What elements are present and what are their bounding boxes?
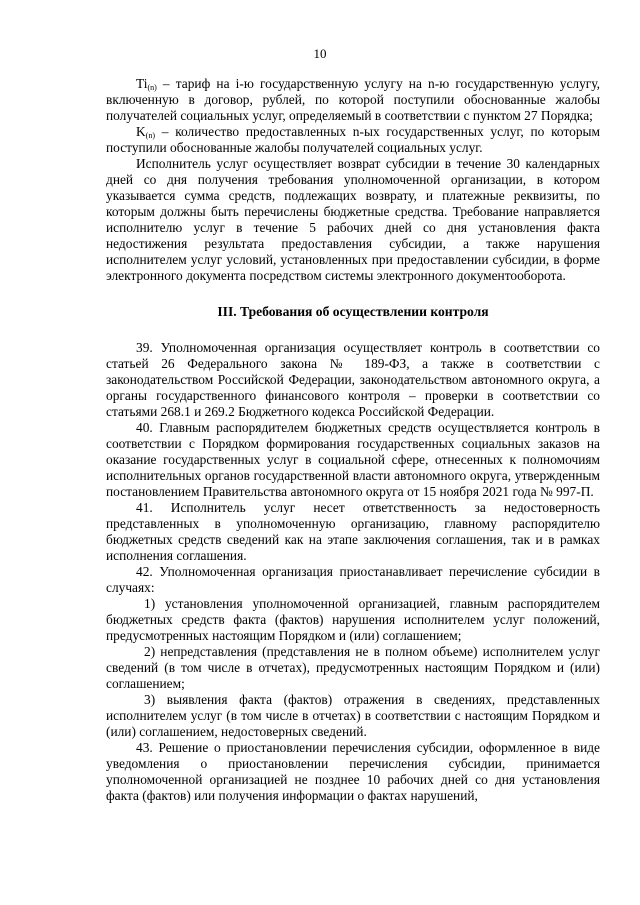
document-body [106,76,600,804]
paragraph-43: 43. Решение о приостановлении перечисления субсидии, оформленное в виде уведомления о приостановлении перечисления субсидии, принимается уполномоченной организацией не позднее 10 рабочих дней со дня установления факта (фактов) или получения информации о фактах нарушений, [106,740,600,803]
quantity-subscript: (n) [145,131,155,140]
refund-paragraph: Исполнитель услуг осуществляет возврат субсидии в течение 30 календарных дней со дня получения требования уполномоченной организации, в котором указывается сумма средств, подлежащих возврату, и платежные реквизиты, по которым должны быть перечислены бюджетные средства. Требование направляется исполнителю услуг в течение 5 рабочих дней со дня установления факта недостижения результата предоставления субсидии, а также нарушения исполнителем услуг условий, установленных при предоставлении субсидии, в форме электронного документа посредством системы электронного документооборота. [106,156,600,283]
page-number: 10 [313,46,327,61]
section-heading: III. Требования об осуществлении контроля [217,304,489,319]
paragraph-41: 41. Исполнитель услуг несет ответственность за недостоверность представленных в уполномоченную организацию, главному распорядителю бюджетных средств сведений как на этапе заключения соглашения, так и в рамках исполнения соглашения. [106,500,600,563]
paragraph-42-item-2: 2) непредставления (представления не в полном объеме) исполнителем услуг сведений (в том числе в отчетах), предусмотренных настоящим Порядком и (или) соглашением; [106,644,600,691]
quantity-symbol: K [136,124,146,139]
paragraph-39: 39. Уполномоченная организация осуществляет контроль в соответствии со статьей 26 Федерального закона № 189-ФЗ, а также в соответствии с законодательством Российской Федерации, законодательством автономного округа, а органы государственного финансового контроля – проверки в соответствии со статьями 268.1 и 269.2 Бюджетного кодекса Российской Федерации. [106,340,600,419]
paragraph-42-item-3: 3) выявления факта (фактов) отражения в сведениях, представленных исполнителем услуг (в том числе в отчетах) в соответствии с настоящим Порядком и (или) соглашением, недостоверных сведений. [106,692,600,739]
paragraph-42: 42. Уполномоченная организация приостанавливает перечисление субсидии в случаях: [106,564,600,595]
tariff-symbol: Ti [136,76,148,91]
tariff-definition-paragraph [106,76,600,124]
quantity-definition-text: – количество предоставленных n-ых государственных услуг, по которым поступили обоснованные жалобы получателей социальных услуг. [106,124,600,155]
paragraph-40: 40. Главным распорядителем бюджетных средств осуществляется контроль в соответствии с Порядком формирования государственных социальных заказов на оказание государственных услуг в социальной сфере, отнесенных к полномочиям исполнительных органов государственной власти автономного округа, утвержденным постановлением Правительства автономного округа от 15 ноября 2021 года № 997-П. [106,420,600,499]
tariff-subscript: (n) [147,83,157,92]
tariff-definition-text: – тариф на i-ю государственную услугу на n-ю государственную услугу, включенную в договор, рублей, по которой поступили обоснованные жалобы получателей социальных услуг, определяемый в соответствии с пунктом 27 Порядка; [106,76,600,123]
paragraph-42-item-1: 1) установления уполномоченной организацией, главным распорядителем бюджетных средств факта (фактов) нарушения исполнителем услуг положений, предусмотренных настоящим Порядком и (или) соглашением; [106,596,600,643]
quantity-definition-paragraph [106,124,600,156]
